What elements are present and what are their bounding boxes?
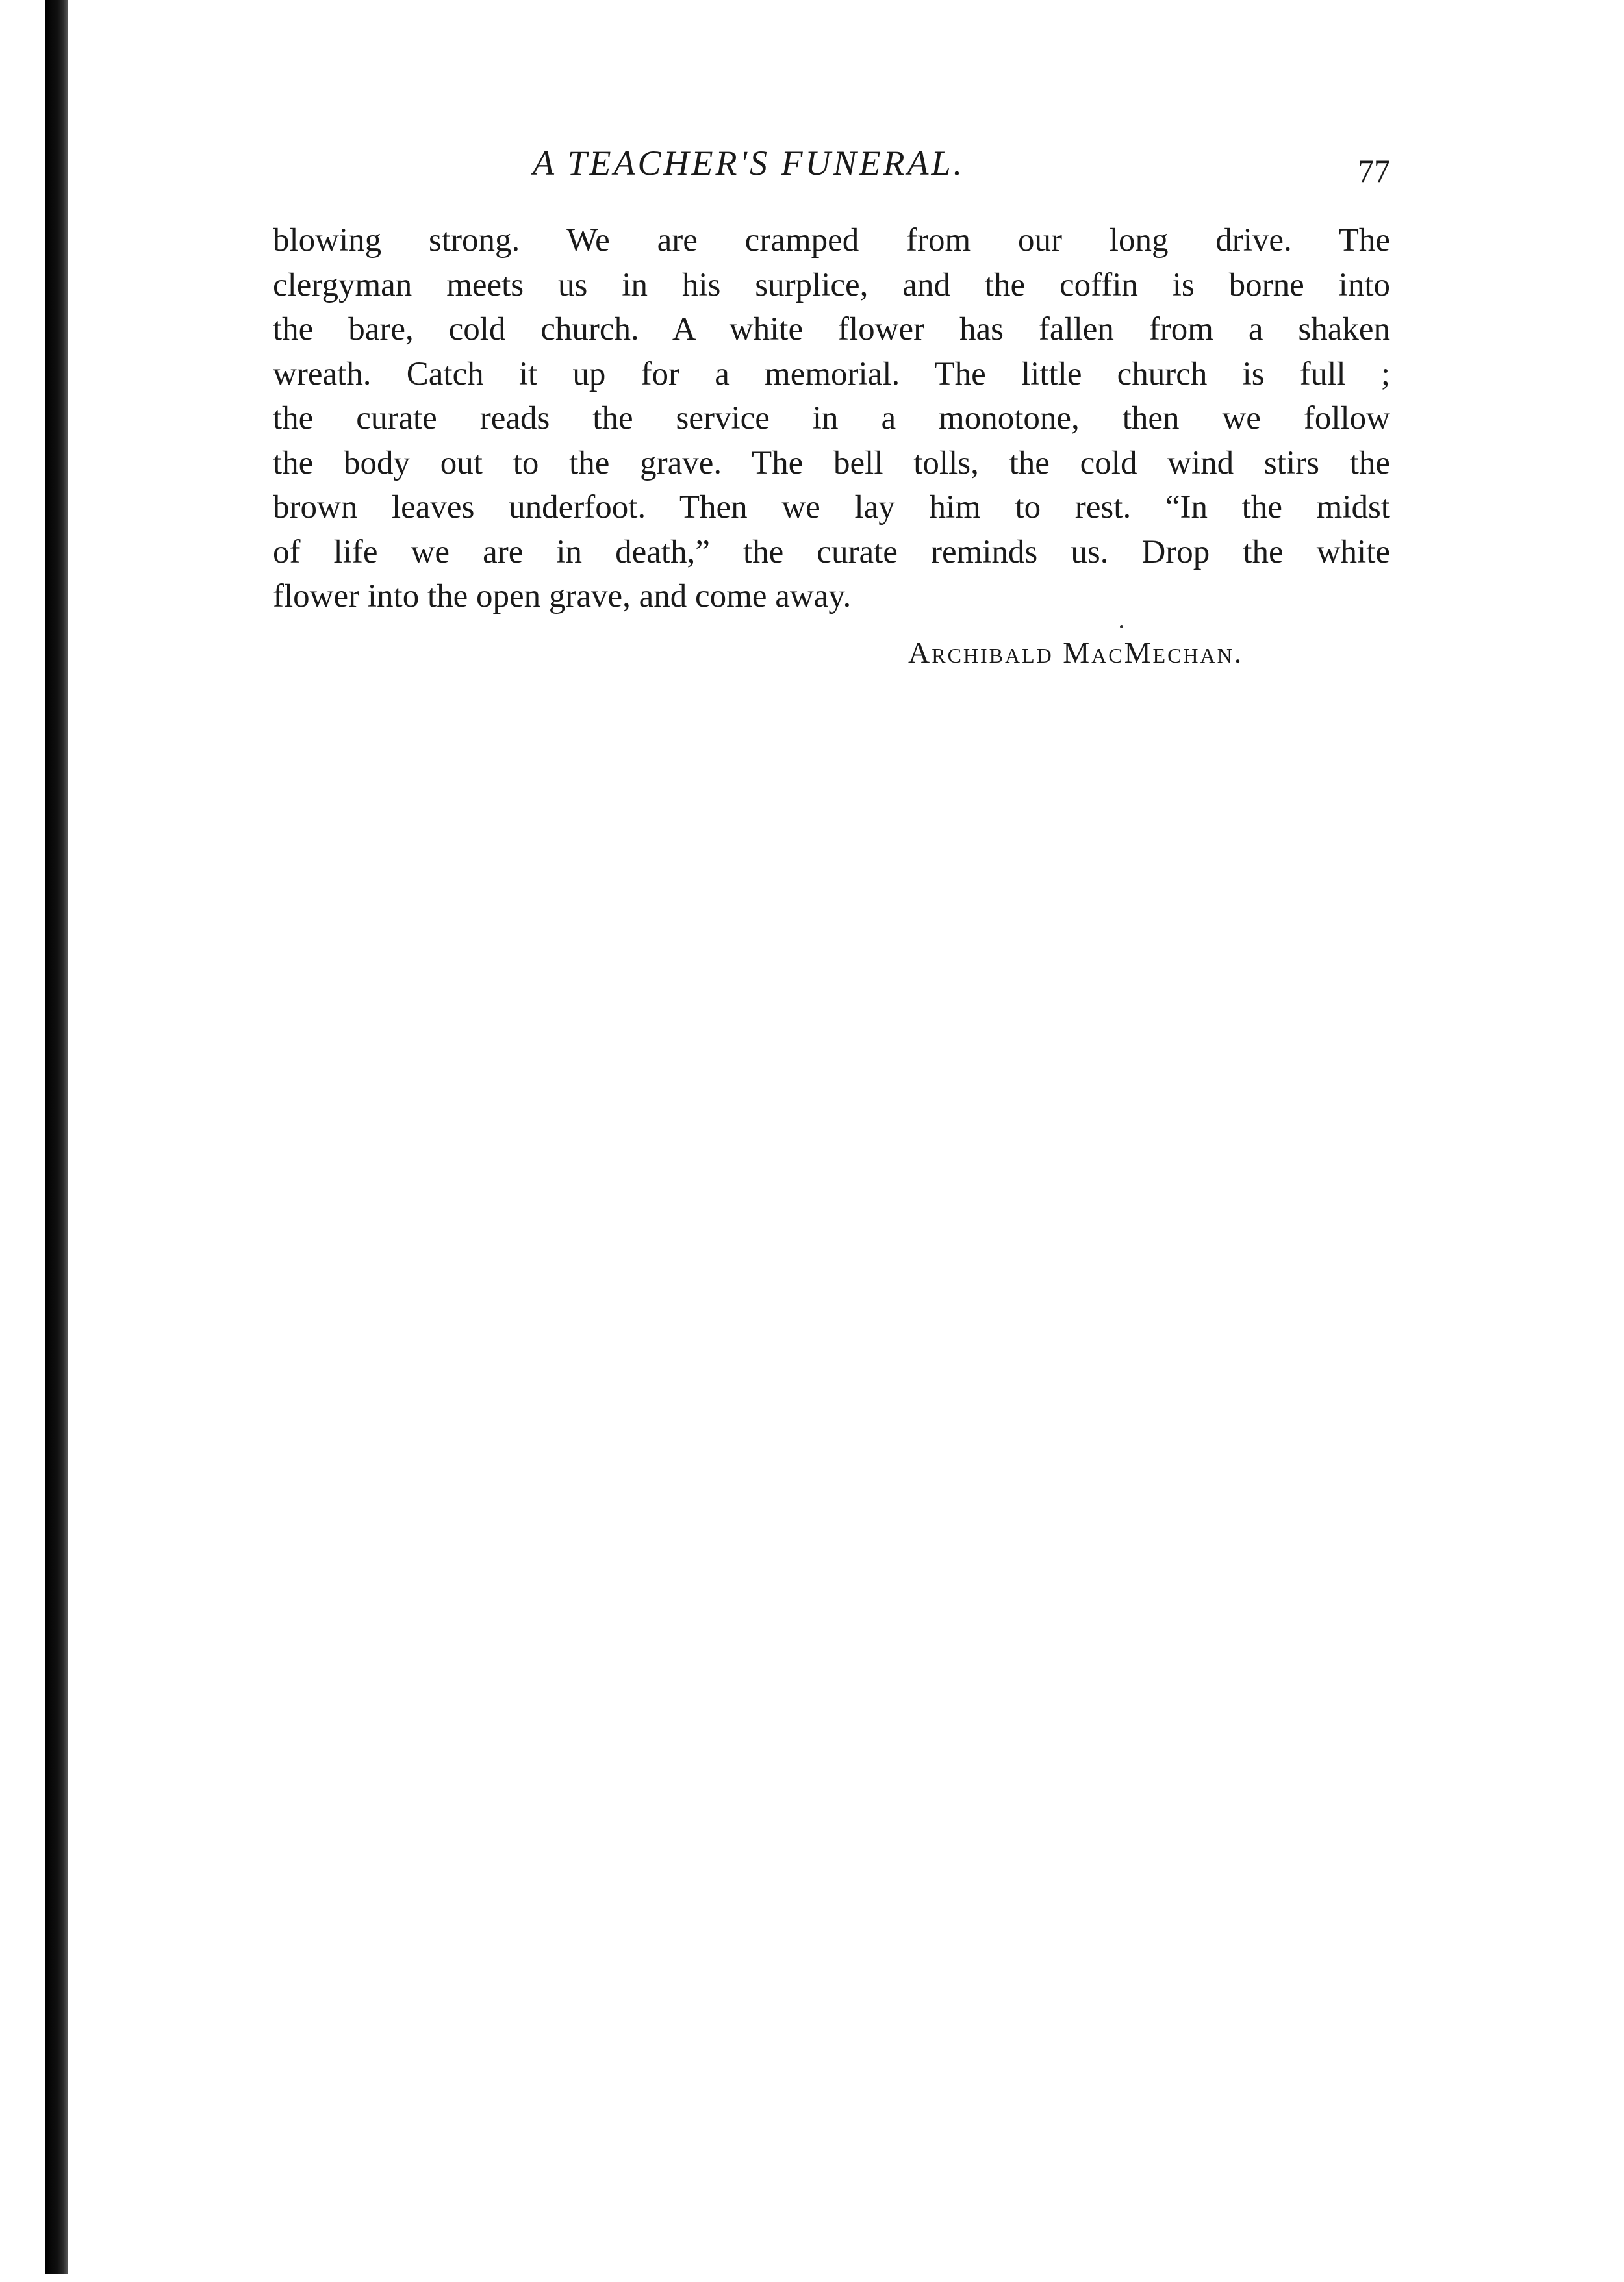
text-line: of life we are in death,” the curate reminds us. Drop the white xyxy=(273,533,1390,570)
page-header xyxy=(273,143,1390,195)
body-paragraph xyxy=(273,218,1390,619)
text-line: the body out to the grave. The bell tolls, the cold wind stirs the xyxy=(273,444,1390,481)
text-line: wreath. Catch it up for a memorial. The little church is full ; xyxy=(273,355,1390,392)
page-number: 77 xyxy=(1358,153,1390,189)
print-speck xyxy=(1120,625,1123,628)
text-line: clergyman meets us in his surplice, and the coffin is borne into xyxy=(273,266,1390,303)
text-line: the curate reads the service in a monotone, then we follow xyxy=(273,400,1390,437)
text-line: the bare, cold church. A white flower has fallen from a shaken xyxy=(273,311,1390,348)
book-binding-edge xyxy=(45,0,68,2274)
text-line: blowing strong. We are cramped from our long drive. The xyxy=(273,222,1390,259)
text-line: brown leaves underfoot. Then we lay him to rest. “In the midst xyxy=(273,489,1390,526)
running-title: A TEACHER'S FUNERAL. xyxy=(533,144,965,183)
author-signature: Archibald MacMechan. xyxy=(908,636,1244,669)
text-line: flower into the open grave, and come away. xyxy=(273,578,852,615)
